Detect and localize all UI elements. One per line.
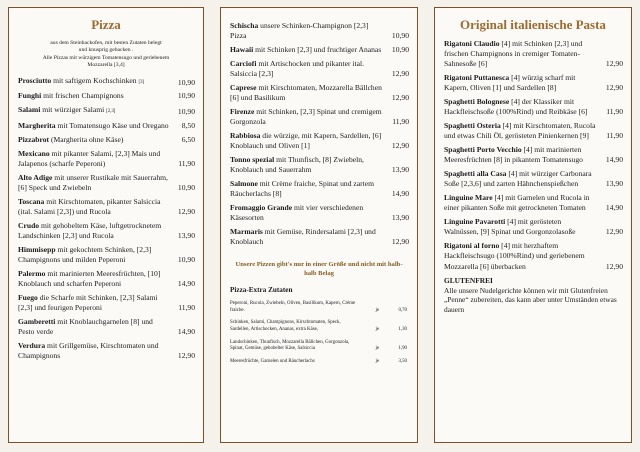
- extra-items: Landschinken, Thunfisch, Mozzarella Bällchen, Gorgonzola, Spinat, Gemüse, gehobelter Käse, Salsiccia: [230, 339, 350, 352]
- extras-title: Pizza-Extra Zutaten: [230, 286, 293, 295]
- menu-item: [230, 131, 413, 151]
- intro-line: Alle Pizzas mit würzigem Tomatensugo und geriebenem: [42, 54, 170, 61]
- extra-price: 1,30: [398, 326, 407, 332]
- item-description: [4] mit Schinken [2,3] und frischen Champignons in cremiger Tomaten-Sahnesoße [6]: [444, 39, 583, 69]
- menu-item: [444, 121, 627, 141]
- item-name: Linguine Pavarotti: [444, 217, 506, 227]
- item-name: Palermo: [18, 268, 46, 278]
- item-name: Prosciutto: [18, 75, 52, 85]
- item-name: Alto Adige: [18, 172, 53, 182]
- menu-item: [18, 149, 199, 169]
- item-name: Funghi: [18, 91, 42, 101]
- item-price: 10,90: [177, 182, 195, 192]
- item-description: mit Artischocken und pikanter ital. Salsiccia [2,3]: [230, 58, 364, 78]
- item-description: mit vier verschiedenen Käsesorten: [230, 202, 364, 222]
- gluten-title: GLUTENFREI: [444, 275, 493, 285]
- menu-item: [18, 105, 199, 117]
- item-description: unsere Schinken-Champignon [2,3] Pizza: [230, 21, 369, 41]
- extra-row: [230, 359, 417, 366]
- pizza-list-2: [221, 21, 417, 247]
- menu-item: [444, 169, 627, 189]
- item-price: 12,90: [177, 206, 195, 216]
- pizza-title: Pizza: [91, 17, 121, 32]
- item-name: Toscana: [18, 196, 45, 206]
- item-price: 12,90: [605, 59, 623, 69]
- item-price: 11,90: [178, 158, 195, 168]
- item-description: [4] mit gerösteten Walnüssen, [9] Spinat und Gorgonzolasoße: [444, 217, 576, 237]
- item-price: 10,90: [177, 91, 195, 101]
- item-price: 12,90: [391, 141, 409, 150]
- pasta-title: Original italienische Pasta: [460, 17, 606, 32]
- item-name: Rigatoni al forno: [444, 241, 500, 251]
- item-description: [4] würzig scharf mit Kapern, Oliven [1] und Sardellen [8]: [444, 73, 576, 93]
- item-name: Firenze: [230, 106, 255, 116]
- item-name: Linguine Mare: [444, 193, 493, 203]
- menu-item: [230, 179, 413, 199]
- menu-item: [18, 173, 199, 193]
- item-description: (Margherita ohne Käse): [49, 134, 124, 144]
- menu-item: [444, 97, 627, 117]
- item-name: Spaghetti Osteria: [444, 121, 501, 131]
- intro-line: Mozzarella [3,4]: [87, 62, 125, 69]
- menu-item: [18, 197, 199, 217]
- item-name: Crudo: [18, 220, 40, 230]
- item-description: [4] der Klassiker mit Hackfleischsoße (100%Rind) und Reibkäse [6]: [444, 97, 588, 117]
- item-name: Fuego: [18, 292, 38, 302]
- menu-item: [18, 341, 199, 361]
- pizza-intro: [13, 40, 199, 70]
- pizza-panel: [8, 7, 204, 443]
- item-price: 14,90: [605, 203, 623, 213]
- item-price: 10,90: [177, 107, 195, 117]
- menu-item: [18, 293, 199, 313]
- item-name: Marmaris: [230, 226, 263, 236]
- item-description: mit Thunfisch, [8] Zwiebeln, Knoblauch und Sauerrahm: [230, 154, 364, 174]
- item-name: Rabbiosa: [230, 130, 261, 140]
- menu-item: [18, 245, 199, 265]
- menu-item: [444, 193, 627, 213]
- menu-item: [18, 135, 199, 145]
- item-description: mit Gemüse, Rindersalami [2,3] und Knoblauch: [230, 226, 376, 246]
- item-name: Himmisepp: [18, 244, 56, 254]
- item-description: mit frischen Champignons: [41, 91, 124, 101]
- item-description: [4] mit Kirschtomaten, Rucola und etwas Chili Öl, gerösteten Pinienkernen [9]: [444, 121, 596, 141]
- item-description: [4] mit marinierten Meeresfrüchten [8] in pikantem Tomatensugo: [444, 145, 583, 165]
- item-price: 12,90: [605, 261, 623, 271]
- item-name: Carciofi: [230, 58, 257, 68]
- item-description: mit würziger Salami: [40, 105, 107, 115]
- extras-list: [221, 301, 417, 365]
- item-name: Fromaggio Grande: [230, 202, 293, 212]
- menu-item: [18, 91, 199, 101]
- item-price: 12,90: [391, 237, 409, 246]
- extra-je: je: [375, 358, 379, 364]
- menu-item: [444, 241, 627, 272]
- item-price: 6,50: [181, 134, 195, 144]
- menu-item: [444, 73, 627, 93]
- pasta-list: [435, 39, 631, 272]
- item-price: 13,90: [391, 165, 409, 174]
- item-name: Rigatoni Claudio: [444, 39, 500, 48]
- item-description: mit unserer Rustikale mit Sauerrahm, [6] Speck und Zwiebeln: [18, 172, 168, 192]
- item-name: Salami: [18, 105, 41, 115]
- item-name: Schischa: [230, 21, 259, 30]
- item-name: Spaghetti alla Casa: [444, 169, 507, 179]
- menu-item: [230, 83, 413, 103]
- extra-items: Schinken, Salami, Champignons, Kirschtomaten, Speck, Sardellen, Artischocken, Ananas, extra Käse,: [230, 320, 341, 332]
- item-price: 10,90: [391, 45, 409, 54]
- item-description: mit Kirschtomaten, Mozzarella Bällchen [6] und Basilikum: [230, 82, 382, 102]
- item-price: 14,90: [391, 189, 409, 198]
- item-name: Spaghetti Porto Vecchio: [444, 145, 522, 155]
- gluten-text: Alle unsere Nudelgerichte können wir mit Glutenfreien „Penne“ zubereiten, das kann aber unter Umständen etwas dauern: [444, 285, 617, 314]
- intro-line: aus dem Steinbackofen, mit besten Zutaten belegt: [50, 40, 162, 46]
- item-description: mit pikanter Salami, [2,3] Mais und Jalapenos (scharfe Peperoni): [18, 148, 161, 168]
- item-price: 12,90: [177, 350, 195, 360]
- item-price: 10,90: [177, 254, 195, 264]
- item-price: 12,90: [391, 69, 409, 78]
- pasta-panel: [434, 7, 632, 443]
- extra-je: je: [375, 307, 379, 313]
- item-description: mit gekochtem Schinken, [2,3] Champignons und milden Peperoni: [18, 244, 152, 264]
- extra-row: [230, 301, 417, 314]
- menu-item: [230, 59, 413, 79]
- extra-price: 1,90: [398, 346, 407, 352]
- item-description: mit Schinken [2,3] und fruchtiger Ananas: [253, 45, 382, 54]
- item-price: 13,90: [177, 230, 195, 240]
- item-price: 12,90: [605, 83, 623, 93]
- item-description: mit Kirschtomaten, pikanter Salsiccia (ital. Salami [2,3]) und Rucola: [18, 196, 161, 216]
- item-description: mit Knoblauchgarnelen [8] und Pesto verde: [18, 316, 153, 336]
- extra-row: [230, 320, 417, 333]
- item-price: 10,90: [391, 31, 409, 41]
- menu-item: [230, 203, 413, 223]
- item-price: 10,90: [177, 77, 195, 87]
- item-name: Spaghetti Bolognese: [444, 97, 510, 107]
- item-price: 11,90: [606, 131, 623, 141]
- allergen-note: [2,3]: [106, 109, 116, 115]
- extra-row: [230, 340, 417, 353]
- menu-item: [444, 217, 627, 237]
- item-description: mit Crème fraiche, Spinat und zartem Räucherlachs [8]: [230, 178, 375, 198]
- item-description: mit Grillgemüse, Kirschtomaten und Champignons: [18, 340, 159, 360]
- item-description: die würzige, mit Kapern, Sardellen, [6] Knoblauch und Oliven [1]: [230, 130, 382, 150]
- menu-item: [230, 107, 413, 127]
- item-price: 8,50: [181, 121, 195, 131]
- menu-item: [230, 45, 413, 55]
- item-name: Mexicano: [18, 148, 50, 158]
- item-name: Hawaii: [230, 45, 254, 54]
- item-description: mit Tomatensugo Käse und Oregano: [55, 121, 169, 131]
- item-price: 11,90: [606, 107, 623, 117]
- item-name: Margherita: [18, 121, 56, 131]
- item-price: 13,90: [391, 213, 409, 222]
- menu-item: [18, 221, 199, 241]
- item-description: mit Schinken, [2,3] Spinat und cremigem Gorgonzola: [230, 106, 382, 126]
- menu-item: [18, 317, 199, 337]
- item-description: mit saftigem Kochschinken: [51, 75, 139, 85]
- extra-je: je: [375, 346, 379, 352]
- menu-item: [230, 227, 413, 247]
- pizza-list: [9, 76, 203, 361]
- item-name: Gamberetti: [18, 316, 56, 326]
- menu-item: [444, 145, 627, 165]
- item-description: mit gehobeltem Käse, luftgetrocknetem Landschinken [2,3] und Rucola: [18, 220, 162, 240]
- item-price: 12,90: [605, 227, 623, 237]
- item-price: 14,90: [177, 326, 195, 336]
- item-price: 13,90: [605, 179, 623, 189]
- extra-items: Meeresfrüchte, Garnelen und Räucherlachs: [230, 358, 315, 364]
- item-price: 11,90: [178, 302, 195, 312]
- allergen-note: [3]: [138, 79, 145, 85]
- item-description: [4] mit Garnelen und Rucola in einer pikanten Soße mit getrockneten Tomaten: [444, 193, 590, 213]
- item-price: 12,90: [391, 93, 409, 102]
- item-name: Verdura: [18, 340, 46, 350]
- item-name: Caprese: [230, 82, 257, 92]
- menu-item: [230, 21, 413, 41]
- item-description: die Scharfe mit Schinken, [2,3] Salami [2,3] und feurigen Peperoni: [18, 292, 158, 312]
- item-price: 11,90: [392, 117, 409, 126]
- menu-item: [18, 121, 199, 131]
- item-name: Salmone: [230, 178, 258, 188]
- extra-items: Peperoni, Rucola, Zwiebeln, Oliven, Basilikum, Kapern, Crème fraiche.: [230, 301, 356, 313]
- size-note: Unsere Pizzen gibt's nur in einer Größe und nicht mit halb-halb Belag: [235, 261, 403, 278]
- menu-item: [18, 76, 199, 88]
- menu-item: [230, 155, 413, 175]
- extra-price: 3,50: [398, 358, 407, 364]
- item-description: [4] mit würziger Carbonara Soße [2,3,6] und zarten Hähnchenspießchen: [444, 169, 592, 189]
- extra-je: je: [375, 326, 379, 332]
- extra-price: 0,70: [398, 307, 407, 313]
- item-name: Tonno spezial: [230, 154, 275, 164]
- pizza-panel-2: [220, 7, 418, 443]
- item-name: Pizzabrot: [18, 134, 50, 144]
- menu-item: [444, 39, 627, 70]
- item-price: 14,90: [605, 155, 623, 165]
- item-price: 14,90: [177, 278, 195, 288]
- intro-line: und knusprig gebacken .: [78, 47, 134, 54]
- item-description: [4] mit herzhaftem Hackfleischsugo (100%Rind) und geriebenem Mozzarella [6] überbacken: [444, 241, 585, 271]
- item-description: mit marinierten Meeresfrüchten, [10] Knoblauch und scharfen Peperoni: [18, 268, 161, 288]
- menu-item: [18, 269, 199, 289]
- item-name: Rigatoni Puttanesca: [444, 73, 510, 83]
